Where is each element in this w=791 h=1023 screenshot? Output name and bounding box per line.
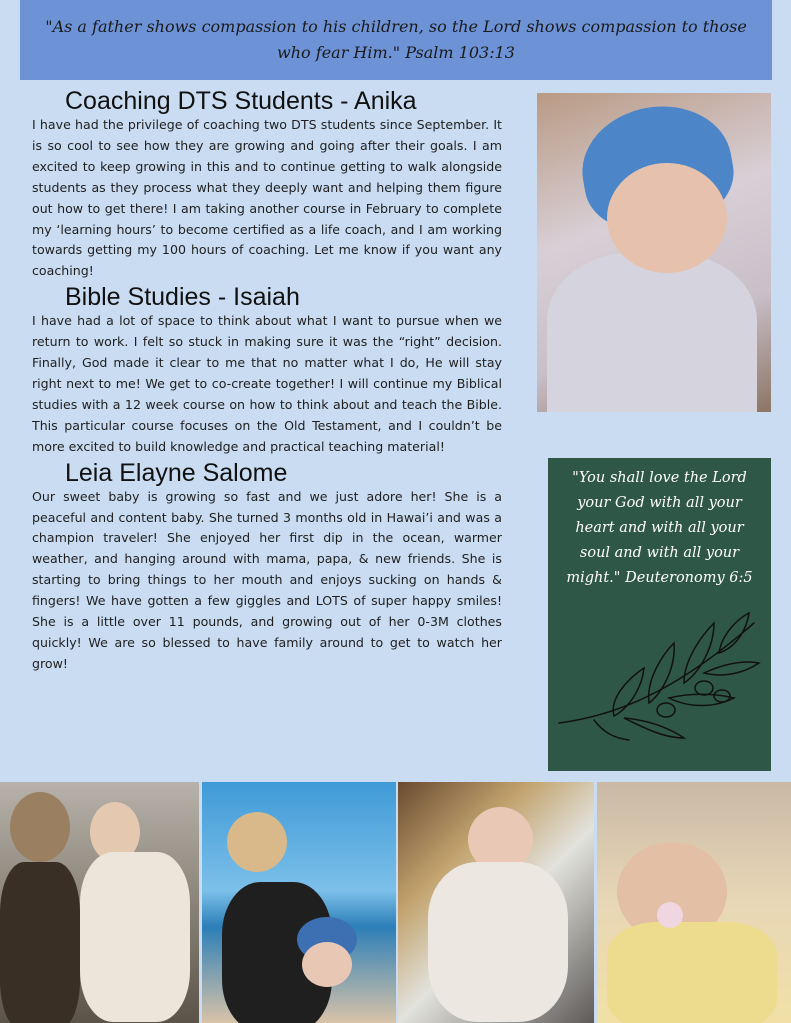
main-content <box>32 86 502 675</box>
photo-detail <box>0 862 80 1023</box>
header-banner <box>20 0 772 80</box>
section-leia <box>32 460 502 675</box>
photo-detail-suit <box>547 253 757 412</box>
section-body-leia: Our sweet baby is growing so fast and we just adore her! She is a peaceful and content baby. She turned 3 months old in Hawai’i and was a champion traveler! She enjoyed her first dip in the ocean, warmer weather, and hanging around with mama, papa, & new friends. She is starting to bring things to her mouth and enjoys sucking on hands & fingers! We have gotten a few giggles and LOTS of super happy smiles! She is a little over 11 pounds, and growing out of her 0-3M clothes quickly! We are so blessed to have family around to get to watch her grow! <box>32 488 502 671</box>
section-body-coaching: I have had the privilege of coaching two DTS students since September. It is so cool to see how they are growing and going after their goals. I am excited to keep growing in this and to continue getting to walk alongside students as they process what they deeply want and helping them figure out how to get there! I am taking another course in February to complete my ‘learning hours’ to become certified as a life coach, and I am working towards getting my 100 hours of coaching. Let me know if you want any coaching! <box>32 117 502 279</box>
banner-quote: "As a father shows compassion to his children, so the Lord shows compassion to those who fear Him." Psalm 103:13 <box>45 17 747 62</box>
section-title-coaching: Coaching DTS Students - Anika <box>65 87 417 115</box>
photo-detail <box>428 862 568 1022</box>
section-title-bible-studies: Bible Studies - Isaiah <box>65 283 300 312</box>
olive-branch-icon <box>554 598 764 768</box>
section-body-bible-studies: I have had a lot of space to think about what I want to pursue when we return to work. I felt so stuck in making sure it was the “right” decision. Finally, God made it clear to me that no matter what I do, He will stay right next to me! We get to co-create together! I will continue my Biblical studies with a 12 week course on how to think about and teach the Bible. This particular course focuses on the Old Testament, and I couldn’t be more excited to build knowledge and practical teaching material! <box>32 313 502 454</box>
photo-gallery <box>0 782 791 1023</box>
section-coaching <box>32 88 502 282</box>
baby-photo <box>537 93 771 412</box>
section-title-leia: Leia Elayne Salome <box>65 458 288 487</box>
gallery-photo-pacifier <box>597 782 791 1023</box>
gallery-photo-family-costume <box>0 782 199 1023</box>
photo-detail <box>302 942 352 987</box>
photo-detail <box>227 812 287 872</box>
gallery-photo-blanket <box>398 782 594 1023</box>
section-bible-studies <box>32 284 502 457</box>
gallery-photo-beach <box>202 782 396 1023</box>
side-verse-box <box>548 458 771 771</box>
pacifier <box>657 902 683 928</box>
photo-detail <box>10 792 70 862</box>
side-verse-text: "You shall love the Lord your God with all your heart and with all your soul and with all your might." Deuteronomy 6:5 <box>566 470 753 586</box>
photo-detail-face <box>607 163 727 273</box>
photo-detail <box>80 852 190 1022</box>
photo-detail <box>607 922 777 1023</box>
